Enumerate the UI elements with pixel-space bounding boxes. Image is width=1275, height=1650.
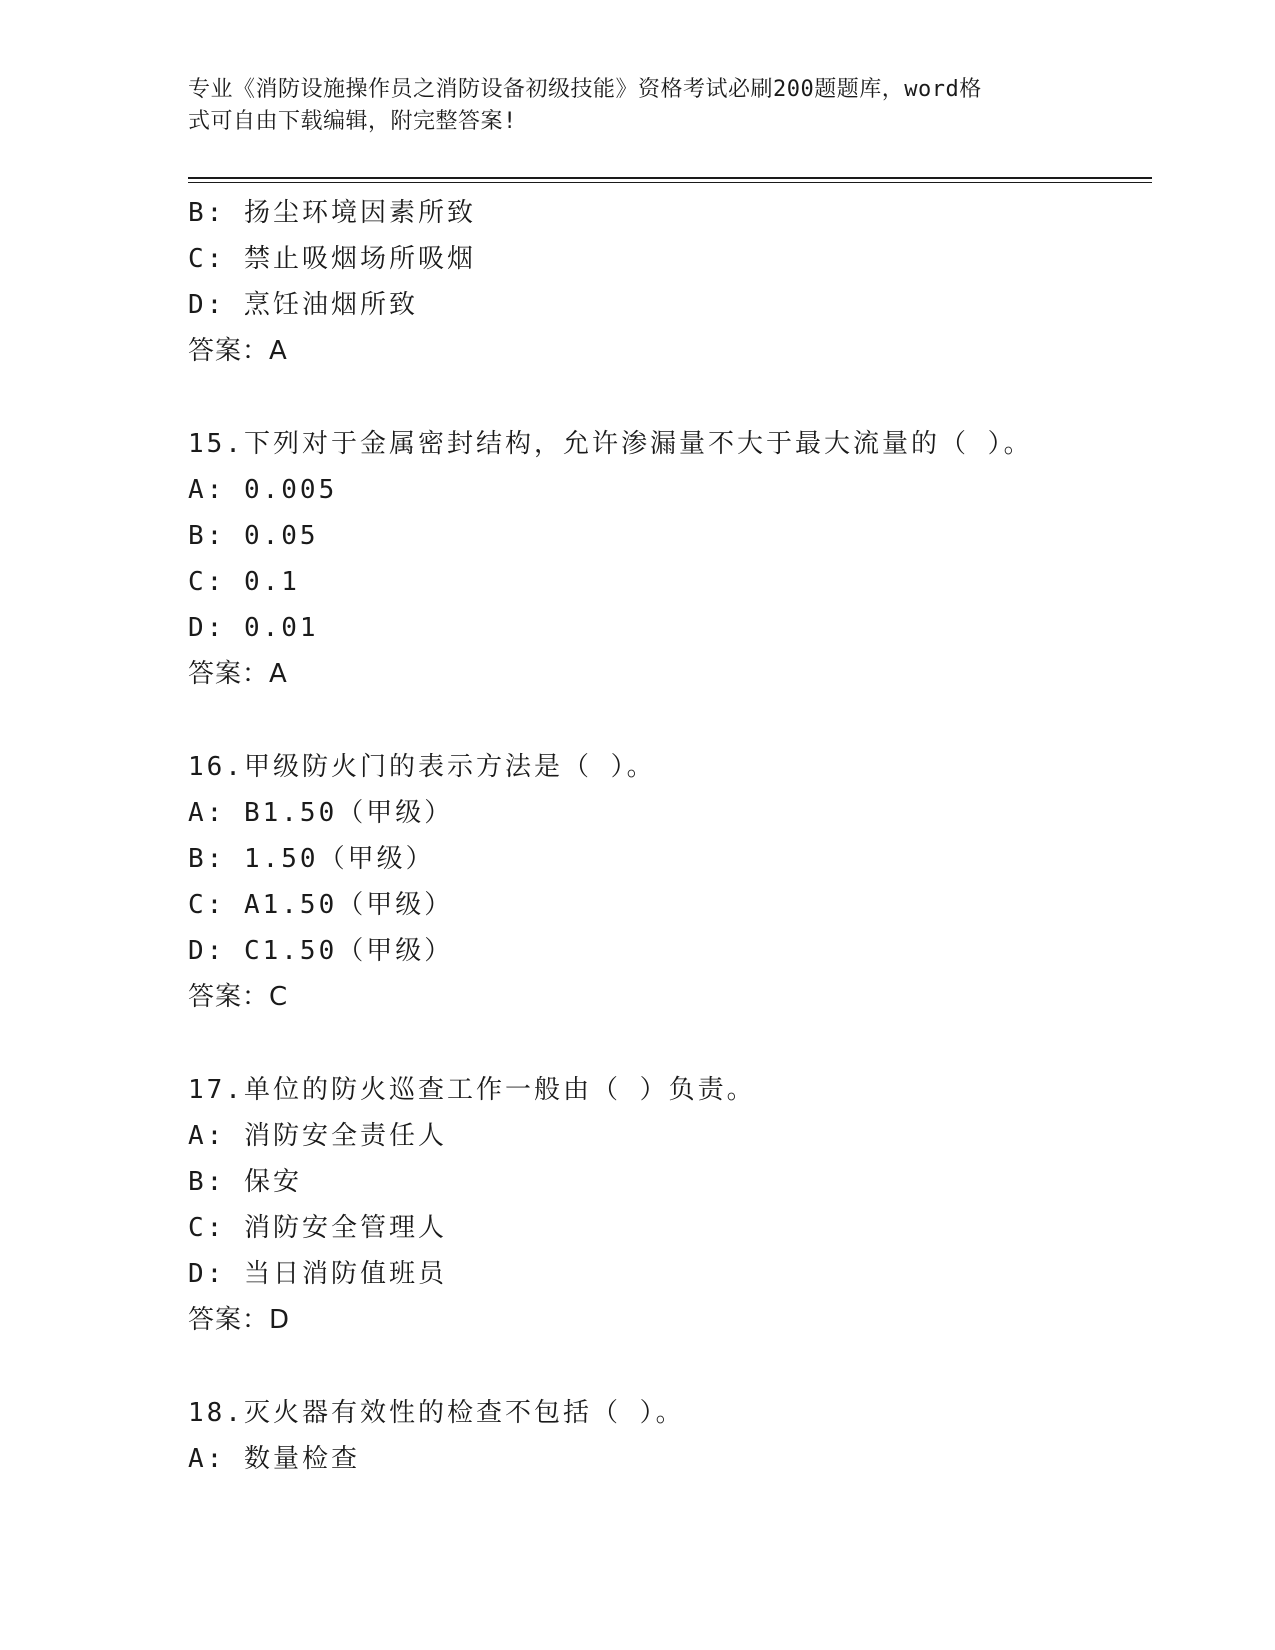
header-line-1: 专业《消防设施操作员之消防设备初级技能》资格考试必刷200题题库，word格 (188, 77, 982, 102)
spacer (188, 374, 1152, 421)
header-line-2: 式可自由下载编辑，附完整答案! (188, 109, 517, 134)
spacer (188, 697, 1152, 744)
option-d: D: C1.50（甲级） (188, 936, 454, 966)
header-divider-thin (188, 182, 1152, 183)
option-c: C: A1.50（甲级） (188, 890, 454, 920)
question-title: 18.灭火器有效性的检查不包括（ ）。 (188, 1398, 685, 1428)
option-c: C: 禁止吸烟场所吸烟 (188, 244, 476, 274)
option-b: B: 保安 (188, 1167, 302, 1197)
option-d: D: 0.01 (188, 613, 319, 643)
answer-line: 答案：A (188, 659, 288, 689)
question-15 (188, 421, 1152, 697)
question-17 (188, 1067, 1152, 1343)
option-b: B: 扬尘环境因素所致 (188, 198, 476, 228)
question-title: 17.单位的防火巡查工作一般由（ ）负责。 (188, 1075, 756, 1105)
option-a: A: 数量检查 (188, 1444, 360, 1474)
option-c: C: 0.1 (188, 567, 300, 597)
option-a: A: 消防安全责任人 (188, 1121, 447, 1151)
question-title: 15.下列对于金属密封结构，允许渗漏量不大于最大流量的（ ）。 (188, 429, 1033, 459)
question-14-continued (188, 190, 1152, 374)
option-d: D: 当日消防值班员 (188, 1259, 447, 1289)
spacer (188, 1020, 1152, 1067)
answer-line: 答案：C (188, 982, 289, 1012)
spacer (188, 1343, 1152, 1390)
question-title: 16.甲级防火门的表示方法是（ ）。 (188, 752, 656, 782)
option-a: A: 0.005 (188, 475, 338, 505)
option-a: A: B1.50（甲级） (188, 798, 454, 828)
question-16 (188, 744, 1152, 1020)
question-18 (188, 1390, 1152, 1482)
document-header (188, 74, 1068, 138)
option-d: D: 烹饪油烟所致 (188, 290, 418, 320)
question-list (188, 190, 1152, 1482)
answer-line: 答案：D (188, 1305, 291, 1335)
option-c: C: 消防安全管理人 (188, 1213, 447, 1243)
option-b: B: 1.50（甲级） (188, 844, 435, 874)
header-divider-thick (188, 177, 1152, 179)
option-b: B: 0.05 (188, 521, 319, 551)
answer-line: 答案：A (188, 336, 288, 366)
